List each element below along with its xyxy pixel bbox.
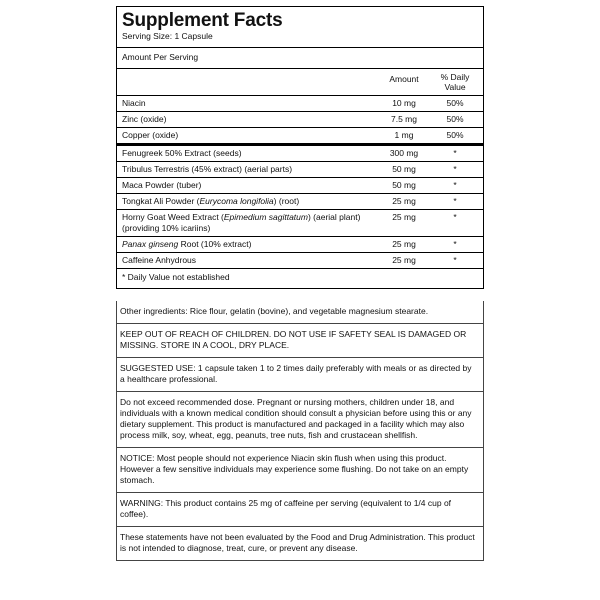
column-daily-value: % Daily Value (440, 72, 470, 92)
row-caffeine: Caffeine Anhydrous 25 mg * (117, 253, 483, 269)
column-amount: Amount (389, 74, 419, 84)
amount-per-serving: Amount Per Serving (117, 48, 483, 69)
facts-header (117, 7, 483, 48)
row-zinc: Zinc (oxide) 7.5 mg 50% (117, 112, 483, 128)
row-maca: Maca Powder (tuber) 50 mg * (117, 178, 483, 194)
serving-size: Serving Size: 1 Capsule (122, 31, 213, 41)
supplement-label (116, 6, 484, 561)
row-tribulus: Tribulus Terrestris (45% extract) (aerial parts) 50 mg * (117, 162, 483, 178)
supplement-facts-panel (116, 6, 484, 289)
other-ingredients: Other ingredients: Rice flour, gelatin (bovine), and vegetable magnesium stearate. (117, 301, 483, 324)
caffeine-warning: WARNING: This product contains 25 mg of caffeine per serving (equivalent to 1/4 cup of coffee). (117, 493, 483, 527)
row-panax-ginseng: Panax ginseng Root (10% extract) 25 mg * (117, 237, 483, 253)
row-tongkat-ali: Tongkat Ali Powder (Eurycoma longifolia) (root) 25 mg * (117, 194, 483, 210)
column-headers (117, 69, 483, 96)
keep-out-warning: KEEP OUT OF REACH OF CHILDREN. DO NOT USE IF SAFETY SEAL IS DAMAGED OR MISSING. STORE IN A COOL, DRY PLACE. (117, 324, 483, 358)
row-fenugreek: Fenugreek 50% Extract (seeds) 300 mg * (117, 144, 483, 162)
row-horny-goat-weed: Horny Goat Weed Extract (Epimedium sagittatum) (aerial plant) (providing 10% icariins) 25 mg * (117, 210, 483, 237)
niacin-notice: NOTICE: Most people should not experience Niacin skin flush when using this product. However a few sensitive individuals may experience some flushing. Do not take on an empty stomach. (117, 448, 483, 493)
label-text-panel (116, 301, 484, 561)
dose-warning: Do not exceed recommended dose. Pregnant or nursing mothers, children under 18, and individuals with a known medical condition should consult a physician before using this or any dietary supplement. This product is manufactured and packaged in a facility which may also process milk, soy, wheat, egg, peanuts, tree nuts, fish and crustacean shellfish. (117, 392, 483, 448)
row-niacin: Niacin 10 mg 50% (117, 96, 483, 112)
facts-title: Supplement Facts (122, 10, 283, 31)
fda-disclaimer: These statements have not been evaluated by the Food and Drug Administration. This product is not intended to diagnose, treat, cure, or prevent any disease. (120, 532, 475, 553)
suggested-use: SUGGESTED USE: 1 capsule taken 1 to 2 times daily preferably with meals or as directed by a healthcare professional. (117, 358, 483, 392)
row-copper: Copper (oxide) 1 mg 50% (117, 128, 483, 144)
daily-value-footnote: * Daily Value not established (122, 272, 230, 282)
